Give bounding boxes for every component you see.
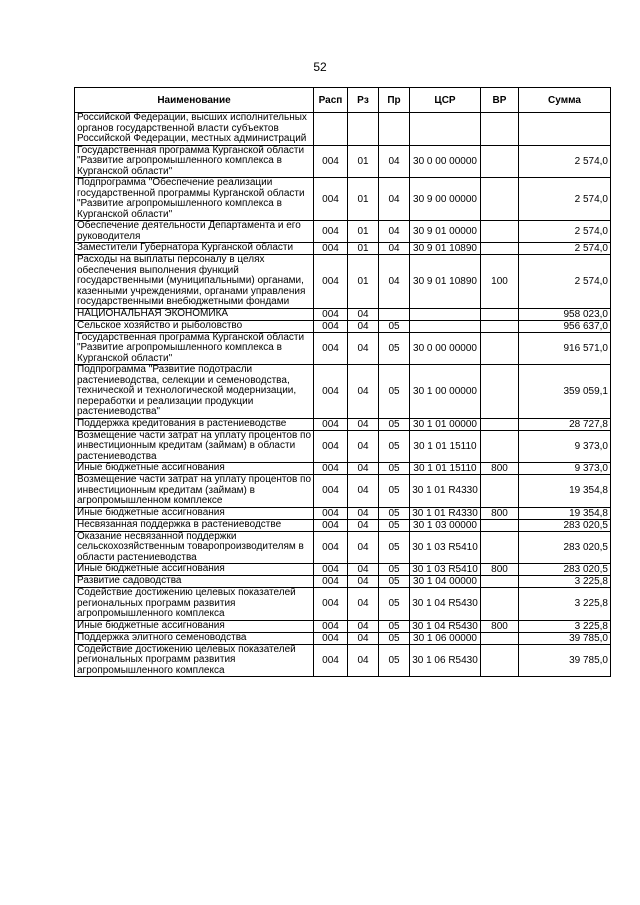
cell-name: Российской Федерации, высших исполнительных органов государственной власти субъектов Российской Федерации, местных администраций <box>75 113 314 146</box>
cell-rz: 04 <box>348 644 379 677</box>
cell-rasp: 004 <box>314 632 348 644</box>
cell-sum: 2 574,0 <box>519 145 611 178</box>
cell-rasp: 004 <box>314 531 348 564</box>
cell-name: Развитие садоводства <box>75 576 314 588</box>
cell-rasp: 004 <box>314 365 348 419</box>
cell-rasp <box>314 113 348 146</box>
table-row <box>75 145 611 178</box>
cell-sum: 956 637,0 <box>519 320 611 332</box>
cell-vr <box>481 332 519 365</box>
cell-vr <box>481 320 519 332</box>
cell-sum: 359 059,1 <box>519 365 611 419</box>
cell-name: Заместители Губернатора Курганской области <box>75 243 314 255</box>
cell-pr: 05 <box>379 564 410 576</box>
cell-rasp: 004 <box>314 145 348 178</box>
table-row <box>75 463 611 475</box>
cell-name: Содействие достижению целевых показателей региональных программ развития агропромышленного комплекса <box>75 644 314 677</box>
cell-vr: 800 <box>481 620 519 632</box>
header-name: Наименование <box>75 88 314 113</box>
header-pr: Пр <box>379 88 410 113</box>
cell-rz: 01 <box>348 255 379 309</box>
cell-name: НАЦИОНАЛЬНАЯ ЭКОНОМИКА <box>75 308 314 320</box>
cell-name: Иные бюджетные ассигнования <box>75 463 314 475</box>
cell-sum: 9 373,0 <box>519 430 611 463</box>
cell-rz: 01 <box>348 221 379 243</box>
cell-csr: 30 1 03 R5410 <box>410 564 481 576</box>
cell-rz: 04 <box>348 308 379 320</box>
cell-name: Иные бюджетные ассигнования <box>75 507 314 519</box>
table-row <box>75 620 611 632</box>
cell-rasp: 004 <box>314 320 348 332</box>
cell-csr: 30 1 06 00000 <box>410 632 481 644</box>
table-row <box>75 332 611 365</box>
cell-rasp: 004 <box>314 507 348 519</box>
cell-pr <box>379 308 410 320</box>
cell-name: Государственная программа Курганской области "Развитие агропромышленного комплекса в Курганской области" <box>75 145 314 178</box>
cell-sum: 283 020,5 <box>519 564 611 576</box>
cell-rz: 04 <box>348 588 379 621</box>
cell-name: Подпрограмма "Развитие подотрасли растениеводства, селекции и семеноводства, технической и технологической модернизации, переработки и реализации продукции растениеводства" <box>75 365 314 419</box>
cell-vr <box>481 644 519 677</box>
cell-rz: 04 <box>348 475 379 508</box>
cell-sum: 19 354,8 <box>519 475 611 508</box>
table-row <box>75 243 611 255</box>
cell-rasp: 004 <box>314 308 348 320</box>
cell-rz: 04 <box>348 576 379 588</box>
cell-sum: 2 574,0 <box>519 243 611 255</box>
cell-csr: 30 1 04 R5430 <box>410 588 481 621</box>
cell-pr: 05 <box>379 418 410 430</box>
cell-pr: 05 <box>379 519 410 531</box>
table-row <box>75 644 611 677</box>
cell-csr: 30 1 04 R5430 <box>410 620 481 632</box>
cell-csr: 30 1 01 15110 <box>410 463 481 475</box>
cell-csr <box>410 308 481 320</box>
table-row <box>75 320 611 332</box>
cell-rasp: 004 <box>314 221 348 243</box>
cell-sum: 3 225,8 <box>519 620 611 632</box>
cell-name: Несвязанная поддержка в растениеводстве <box>75 519 314 531</box>
cell-pr: 05 <box>379 644 410 677</box>
cell-rasp: 004 <box>314 519 348 531</box>
header-rasp: Расп <box>314 88 348 113</box>
cell-vr: 800 <box>481 507 519 519</box>
cell-pr: 04 <box>379 221 410 243</box>
cell-vr <box>481 576 519 588</box>
cell-name: Поддержка кредитования в растениеводстве <box>75 418 314 430</box>
cell-sum: 3 225,8 <box>519 576 611 588</box>
table-row <box>75 255 611 309</box>
table-row <box>75 113 611 146</box>
cell-name: Возмещение части затрат на уплату процентов по инвестиционным кредитам (займам) в агропромышленном комплексе <box>75 475 314 508</box>
cell-csr: 30 1 00 00000 <box>410 365 481 419</box>
cell-rasp: 004 <box>314 178 348 221</box>
table-row <box>75 531 611 564</box>
cell-name: Обеспечение деятельности Департамента и его руководителя <box>75 221 314 243</box>
cell-csr <box>410 320 481 332</box>
cell-pr: 05 <box>379 507 410 519</box>
table-body <box>75 113 611 677</box>
cell-rasp: 004 <box>314 564 348 576</box>
table-row <box>75 564 611 576</box>
cell-pr: 04 <box>379 255 410 309</box>
cell-csr: 30 0 00 00000 <box>410 332 481 365</box>
cell-csr <box>410 113 481 146</box>
cell-csr: 30 1 01 R4330 <box>410 475 481 508</box>
cell-pr: 04 <box>379 178 410 221</box>
cell-rz: 01 <box>348 178 379 221</box>
cell-name: Поддержка элитного семеноводства <box>75 632 314 644</box>
cell-vr <box>481 113 519 146</box>
cell-rz <box>348 113 379 146</box>
cell-vr <box>481 519 519 531</box>
cell-pr: 05 <box>379 320 410 332</box>
cell-vr <box>481 365 519 419</box>
cell-vr <box>481 632 519 644</box>
cell-sum: 283 020,5 <box>519 519 611 531</box>
cell-pr: 04 <box>379 243 410 255</box>
cell-rz: 04 <box>348 430 379 463</box>
cell-rasp: 004 <box>314 588 348 621</box>
table-row <box>75 221 611 243</box>
table-row <box>75 430 611 463</box>
cell-sum: 958 023,0 <box>519 308 611 320</box>
cell-pr <box>379 113 410 146</box>
cell-vr <box>481 178 519 221</box>
cell-rasp: 004 <box>314 576 348 588</box>
cell-csr: 30 9 01 00000 <box>410 221 481 243</box>
cell-vr <box>481 588 519 621</box>
cell-rz: 04 <box>348 632 379 644</box>
cell-csr: 30 1 01 15110 <box>410 430 481 463</box>
cell-pr: 05 <box>379 332 410 365</box>
cell-vr <box>481 145 519 178</box>
cell-name: Содействие достижению целевых показателей региональных программ развития агропромышленного комплекса <box>75 588 314 621</box>
page-number: 52 <box>313 60 327 74</box>
table-row <box>75 588 611 621</box>
cell-rasp: 004 <box>314 430 348 463</box>
cell-csr: 30 9 01 10890 <box>410 255 481 309</box>
cell-pr: 05 <box>379 365 410 419</box>
cell-name: Возмещение части затрат на уплату процентов по инвестиционным кредитам (займам) в области растениеводства <box>75 430 314 463</box>
header-sum: Сумма <box>519 88 611 113</box>
cell-sum: 916 571,0 <box>519 332 611 365</box>
cell-vr <box>481 531 519 564</box>
table-row <box>75 418 611 430</box>
cell-csr: 30 1 01 00000 <box>410 418 481 430</box>
cell-vr <box>481 308 519 320</box>
cell-sum: 2 574,0 <box>519 255 611 309</box>
cell-rz: 04 <box>348 564 379 576</box>
cell-rz: 04 <box>348 620 379 632</box>
cell-csr: 30 9 01 10890 <box>410 243 481 255</box>
cell-sum: 28 727,8 <box>519 418 611 430</box>
cell-csr: 30 1 04 00000 <box>410 576 481 588</box>
table-row <box>75 308 611 320</box>
cell-sum: 19 354,8 <box>519 507 611 519</box>
table-row <box>75 519 611 531</box>
table-row <box>75 576 611 588</box>
cell-vr: 100 <box>481 255 519 309</box>
cell-rasp: 004 <box>314 644 348 677</box>
header-csr: ЦСР <box>410 88 481 113</box>
cell-pr: 05 <box>379 588 410 621</box>
cell-sum: 2 574,0 <box>519 221 611 243</box>
table-row <box>75 632 611 644</box>
budget-table <box>74 87 611 677</box>
cell-sum: 283 020,5 <box>519 531 611 564</box>
cell-csr: 30 1 01 R4330 <box>410 507 481 519</box>
cell-rasp: 004 <box>314 620 348 632</box>
cell-sum <box>519 113 611 146</box>
cell-rasp: 004 <box>314 475 348 508</box>
cell-rz: 04 <box>348 463 379 475</box>
cell-rasp: 004 <box>314 243 348 255</box>
cell-rasp: 004 <box>314 463 348 475</box>
cell-pr: 05 <box>379 475 410 508</box>
cell-name: Оказание несвязанной поддержки сельскохозяйственным товаропроизводителям в области растениеводства <box>75 531 314 564</box>
cell-rz: 01 <box>348 145 379 178</box>
table-row <box>75 475 611 508</box>
cell-sum: 39 785,0 <box>519 632 611 644</box>
cell-name: Иные бюджетные ассигнования <box>75 620 314 632</box>
cell-pr: 05 <box>379 632 410 644</box>
cell-rasp: 004 <box>314 418 348 430</box>
table-row <box>75 365 611 419</box>
cell-rz: 04 <box>348 519 379 531</box>
cell-vr <box>481 243 519 255</box>
cell-name: Сельское хозяйство и рыболовство <box>75 320 314 332</box>
cell-pr: 05 <box>379 620 410 632</box>
cell-rz: 04 <box>348 320 379 332</box>
cell-rz: 04 <box>348 507 379 519</box>
cell-sum: 39 785,0 <box>519 644 611 677</box>
cell-csr: 30 1 06 R5430 <box>410 644 481 677</box>
cell-rz: 04 <box>348 418 379 430</box>
cell-vr: 800 <box>481 463 519 475</box>
header-rz: Рз <box>348 88 379 113</box>
cell-csr: 30 1 03 00000 <box>410 519 481 531</box>
cell-rz: 01 <box>348 243 379 255</box>
cell-vr: 800 <box>481 564 519 576</box>
cell-rasp: 004 <box>314 332 348 365</box>
cell-pr: 05 <box>379 576 410 588</box>
cell-pr: 05 <box>379 463 410 475</box>
cell-name: Государственная программа Курганской области "Развитие агропромышленного комплекса в Курганской области" <box>75 332 314 365</box>
table-header-row <box>75 88 611 113</box>
cell-vr <box>481 475 519 508</box>
cell-csr: 30 1 03 R5410 <box>410 531 481 564</box>
cell-rasp: 004 <box>314 255 348 309</box>
cell-pr: 05 <box>379 531 410 564</box>
cell-csr: 30 9 00 00000 <box>410 178 481 221</box>
cell-name: Иные бюджетные ассигнования <box>75 564 314 576</box>
cell-vr <box>481 418 519 430</box>
cell-pr: 04 <box>379 145 410 178</box>
cell-rz: 04 <box>348 332 379 365</box>
table-row <box>75 178 611 221</box>
cell-name: Расходы на выплаты персоналу в целях обеспечения выполнения функций государственными (муниципальными) органами, казенными учреждениями, органами управления государственными внебюджетными фондами <box>75 255 314 309</box>
table-row <box>75 507 611 519</box>
cell-vr <box>481 221 519 243</box>
cell-csr: 30 0 00 00000 <box>410 145 481 178</box>
cell-rz: 04 <box>348 365 379 419</box>
cell-pr: 05 <box>379 430 410 463</box>
cell-vr <box>481 430 519 463</box>
cell-name: Подпрограмма "Обеспечение реализации государственной программы Курганской области "Развитие агропромышленного комплекса в Курганской области" <box>75 178 314 221</box>
cell-rz: 04 <box>348 531 379 564</box>
cell-sum: 2 574,0 <box>519 178 611 221</box>
cell-sum: 9 373,0 <box>519 463 611 475</box>
cell-sum: 3 225,8 <box>519 588 611 621</box>
header-vr: ВР <box>481 88 519 113</box>
